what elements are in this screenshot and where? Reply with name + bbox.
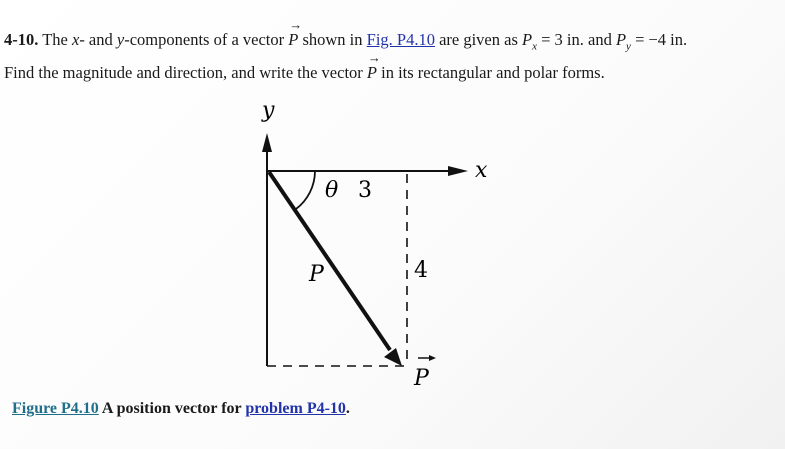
problem-statement-line-1: 4-10. The x- and y-components of a vector → P shown in Fig. P4.10 are given as $P_x = 3$ in. and $P_y = -4$ in.: [4, 30, 687, 52]
figure-caption: Figure P4.10 A position vector for problem P4-10.: [12, 400, 350, 417]
fig-p4-10-link[interactable]: Fig. P4.10: [366, 30, 435, 49]
theta-arc: [296, 171, 315, 209]
y-axis-arrowhead: [262, 133, 272, 152]
vertical-component-value: 4: [414, 258, 428, 283]
endpoint-p-label: P: [414, 366, 429, 391]
x-axis-label: x: [475, 158, 488, 183]
problem-number: 4-10.: [4, 30, 39, 49]
theta-label: θ: [325, 178, 339, 203]
y-axis-label: y: [262, 98, 275, 123]
figure-p4-10-link[interactable]: Figure P4.10: [12, 400, 99, 417]
vector-p-symbol: → P: [367, 63, 377, 83]
vector-p-label: P: [309, 262, 324, 287]
vector-p-symbol: → P: [288, 30, 298, 50]
vector-p-arrowhead: [384, 348, 402, 366]
problem-p4-10-link[interactable]: problem P4-10: [245, 400, 346, 417]
endpoint-vector-arrowhead: [429, 355, 436, 361]
x-axis-arrowhead: [448, 166, 468, 176]
horizontal-component-value: 3: [358, 178, 372, 203]
problem-statement-line-2: Find the magnitude and direction, and write the vector → P in its rectangular and polar forms.: [4, 63, 605, 83]
